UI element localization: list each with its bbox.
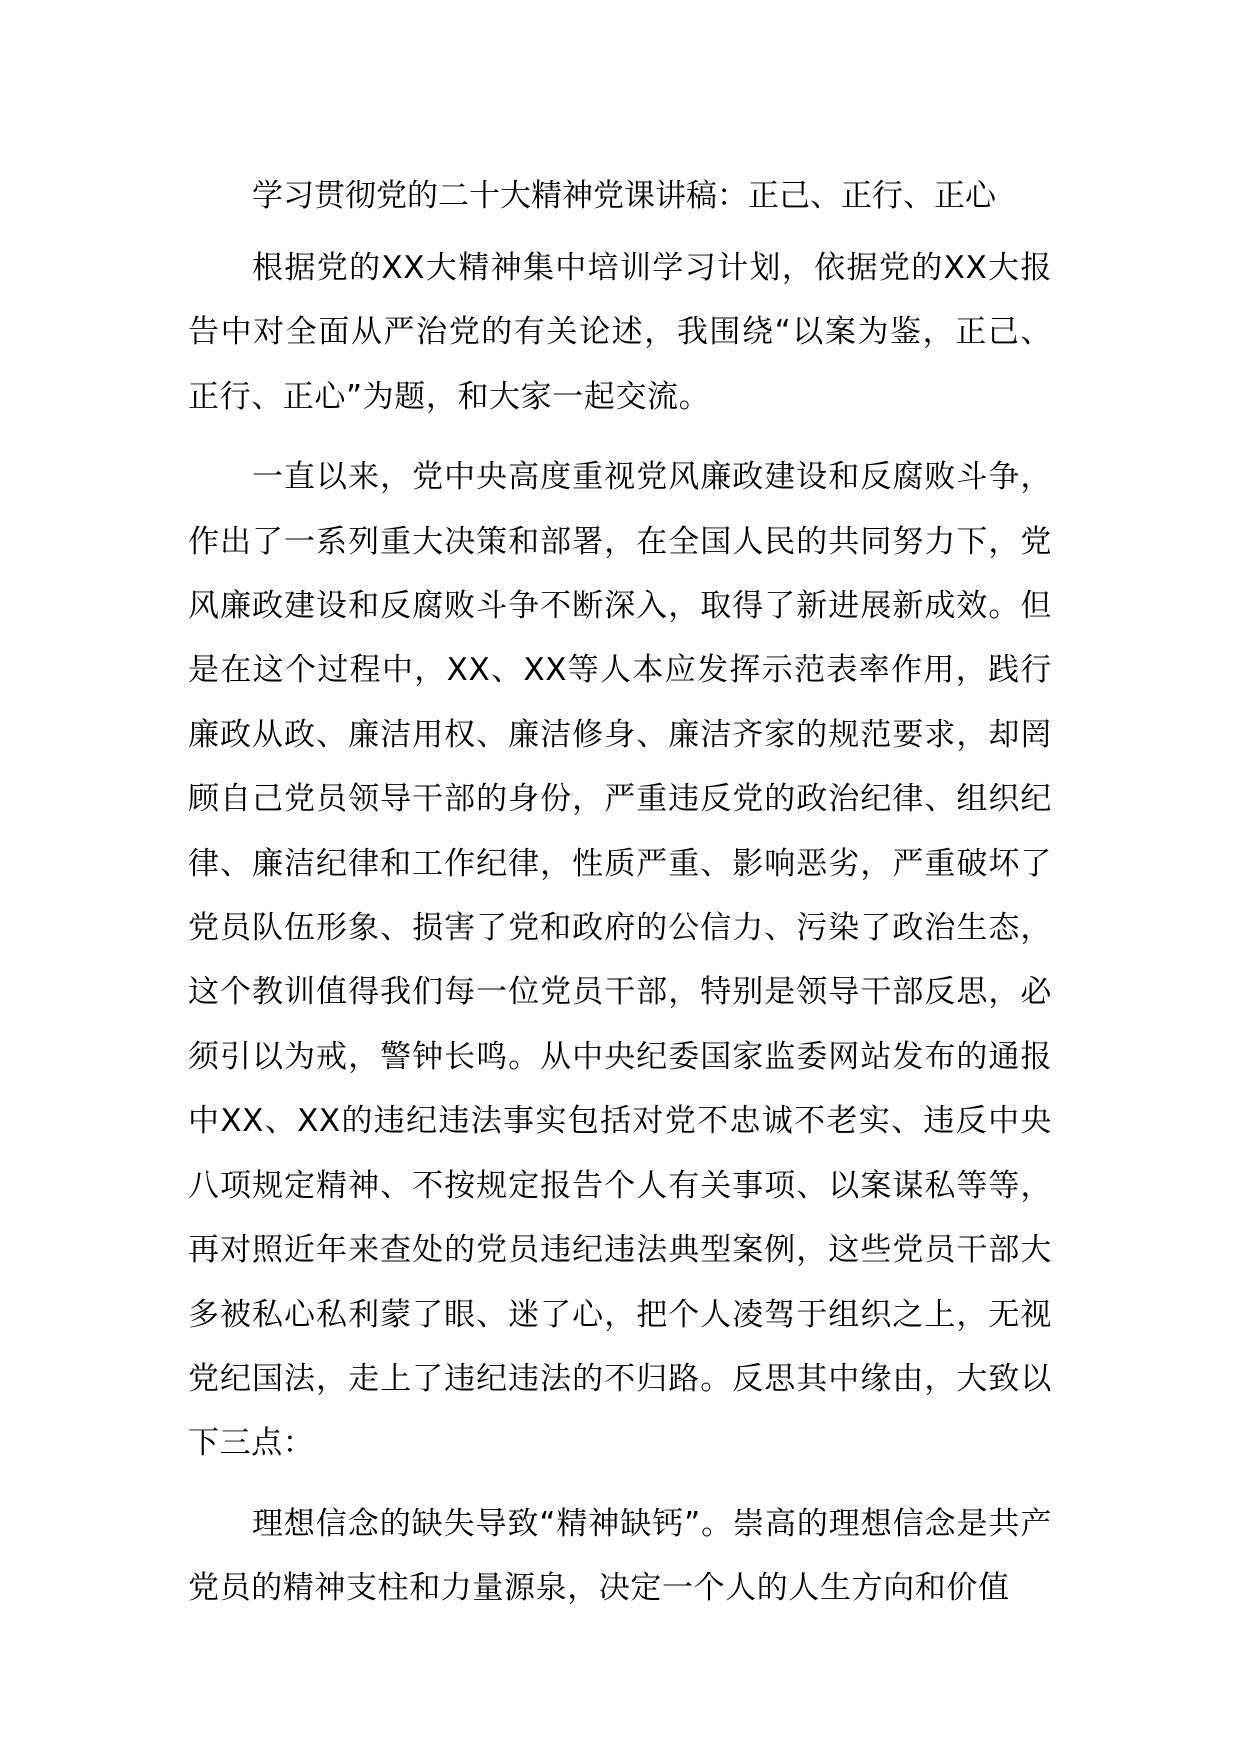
document-title: 学习贯彻党的二十大精神党课讲稿：正己、正行、正心 (252, 178, 996, 214)
paragraph-background: 一直以来，党中央高度重视党风廉政建设和反腐败斗争，作出了一系列重大决策和部署，在全国人民的共同努力下，党风廉政建设和反腐败斗争不断深入，取得了新进展新成效。但是在这个过程中，XX、XX等人本应发挥示范表率作用，践行廉政从政、廉洁用权、廉洁修身、廉洁齐家的规范要求，却罔顾自己党员领导干部的身份，严重违反党的政治纪律、组织纪律、廉洁纪律和工作纪律，性质严重、影响恶劣，严重破坏了党员队伍形象、损害了党和政府的公信力、污染了政治生态，这个教训值得我们每一位党员干部，特别是领导干部反思，必须引以为戒，警钟长鸣。从中央纪委国家监委网站发布的通报中XX、XX的违纪违法事实包括对党不忠诚不老实、违反中央八项规定精神、不按规定报告个人有关事项、以案谋私等等，再对照近年来查处的党员违纪违法典型案例，这些党员干部大多被私心私利蒙了眼、迷了心，把个人凌驾于组织之上，无视党纪国法，走上了违纪违法的不归路。反思其中缘由，大致以下三点： (188, 459, 1052, 1462)
document-page (188, 172, 1052, 1637)
paragraph-reason-one: 理想信念的缺失导致“精神缺钙”。崇高的理想信念是共产党员的精神支柱和力量源泉，决定一个人的人生方向和价值 (188, 1505, 1052, 1607)
paragraph-intro: 根据党的XX大精神集中培训学习计划，依据党的XX大报告中对全面从严治党的有关论述，我围绕“以案为鉴，正己、正行、正心”为题，和大家一起交流。 (188, 250, 1052, 415)
